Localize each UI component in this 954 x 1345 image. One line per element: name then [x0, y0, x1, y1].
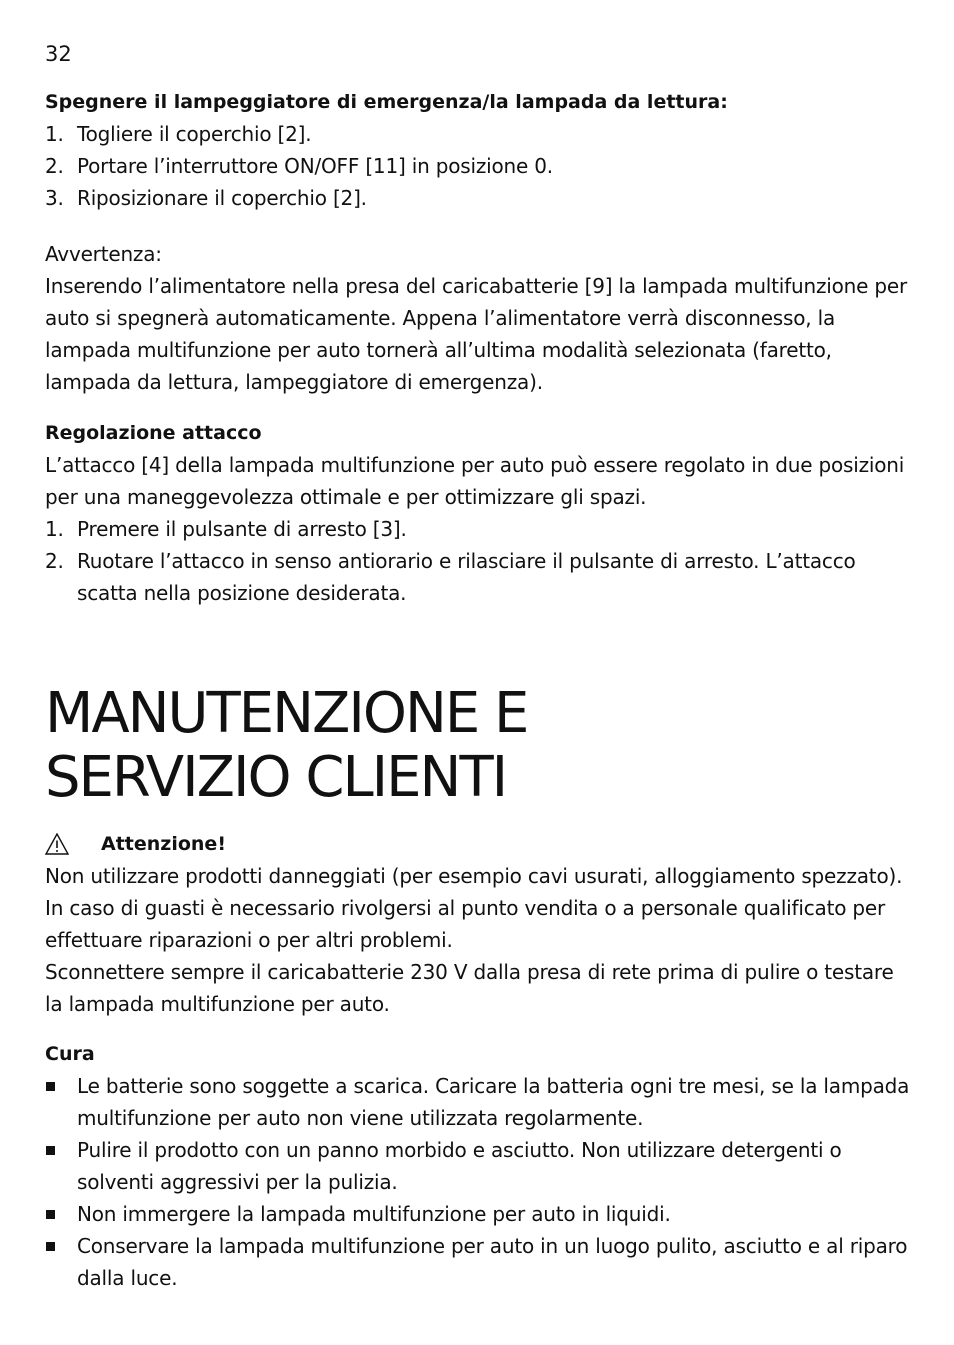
step-number: 2.	[45, 549, 64, 573]
step-number: 3.	[45, 186, 64, 210]
warning-triangle-icon	[45, 833, 69, 855]
list-item	[45, 1198, 915, 1230]
bullet-icon	[46, 1242, 55, 1251]
note-block	[45, 238, 915, 398]
step-text: Togliere il coperchio [2].	[77, 122, 312, 146]
care-text: Conservare la lampada multifunzione per auto in un luogo pulito, asciutto e al riparo dalla luce.	[77, 1234, 908, 1290]
step-text: Premere il pulsante di arresto [3].	[77, 517, 407, 541]
section-care	[45, 1038, 915, 1294]
list-item	[45, 513, 915, 545]
section-intro: L’attacco [4] della lampada multifunzione per auto può essere regolato in due posizioni per una maneggevolezza ottimale e per ottimizzare gli spazi.	[45, 453, 905, 509]
care-text: Pulire il prodotto con un panno morbido e asciutto. Non utilizzare detergenti o solventi aggressivi per la pulizia.	[77, 1138, 842, 1194]
list-item	[45, 1070, 915, 1134]
chapter-title	[45, 682, 915, 810]
step-number: 1.	[45, 517, 64, 541]
chapter-title-line-1: MANUTENZIONE E	[45, 681, 528, 746]
step-text: Ruotare l’attacco in senso antiorario e rilasciare il pulsante di arresto. L’attacco scatta nella posizione desiderata.	[77, 549, 856, 605]
warning-text: Non utilizzare prodotti danneggiati (per esempio cavi usurati, alloggiamento spezzato). In caso di guasti è necessario rivolgersi al punto vendita o a personale qualificato per effettuare riparazioni o per altri problemi.	[45, 864, 903, 952]
step-number: 1.	[45, 122, 64, 146]
steps-list	[45, 118, 915, 214]
warning-block	[45, 828, 915, 1020]
page-number: 32	[45, 42, 72, 66]
chapter-title-line-2: SERVIZIO CLIENTI	[45, 745, 507, 810]
bullet-icon	[46, 1082, 55, 1091]
step-text: Riposizionare il coperchio [2].	[77, 186, 367, 210]
list-item	[45, 1134, 915, 1198]
list-item	[45, 1230, 915, 1294]
step-text: Portare l’interruttore ON/OFF [11] in posizione 0.	[77, 154, 553, 178]
care-text: Le batterie sono soggette a scarica. Caricare la batteria ogni tre mesi, se la lampada multifunzione per auto non viene utilizzata regolarmente.	[77, 1074, 910, 1130]
list-item	[45, 545, 915, 609]
step-number: 2.	[45, 154, 64, 178]
bullet-icon	[46, 1210, 55, 1219]
steps-list	[45, 513, 915, 609]
section-switch-off	[45, 86, 915, 214]
care-text: Non immergere la lampada multifunzione per auto in liquidi.	[77, 1202, 671, 1226]
bullet-icon	[46, 1146, 55, 1155]
section-heading: Regolazione attacco	[45, 422, 262, 444]
note-label: Avvertenza:	[45, 242, 162, 266]
section-mount-adjust	[45, 417, 915, 609]
section-heading: Spegnere il lampeggiatore di emergenza/la lampada da lettura:	[45, 91, 728, 113]
warning-header	[45, 828, 915, 860]
list-item	[45, 182, 915, 214]
warning-text-unplug: Sconnettere sempre il caricabatterie 230 V dalla presa di rete prima di pulire o testare la lampada multifunzione per auto.	[45, 960, 894, 1016]
care-list	[45, 1070, 915, 1294]
list-item	[45, 150, 915, 182]
list-item	[45, 118, 915, 150]
note-text: Inserendo l’alimentatore nella presa del caricabatterie [9] la lampada multifunzione per auto si spegnerà automaticamente. Appena l’alimentatore verrà disconnesso, la lampada multifunzione per auto tornerà all’ultima modalità selezionata (faretto, lampada da lettura, lampeggiatore di emergenza).	[45, 274, 907, 394]
warning-label: Attenzione!	[101, 833, 226, 855]
section-heading: Cura	[45, 1043, 95, 1065]
